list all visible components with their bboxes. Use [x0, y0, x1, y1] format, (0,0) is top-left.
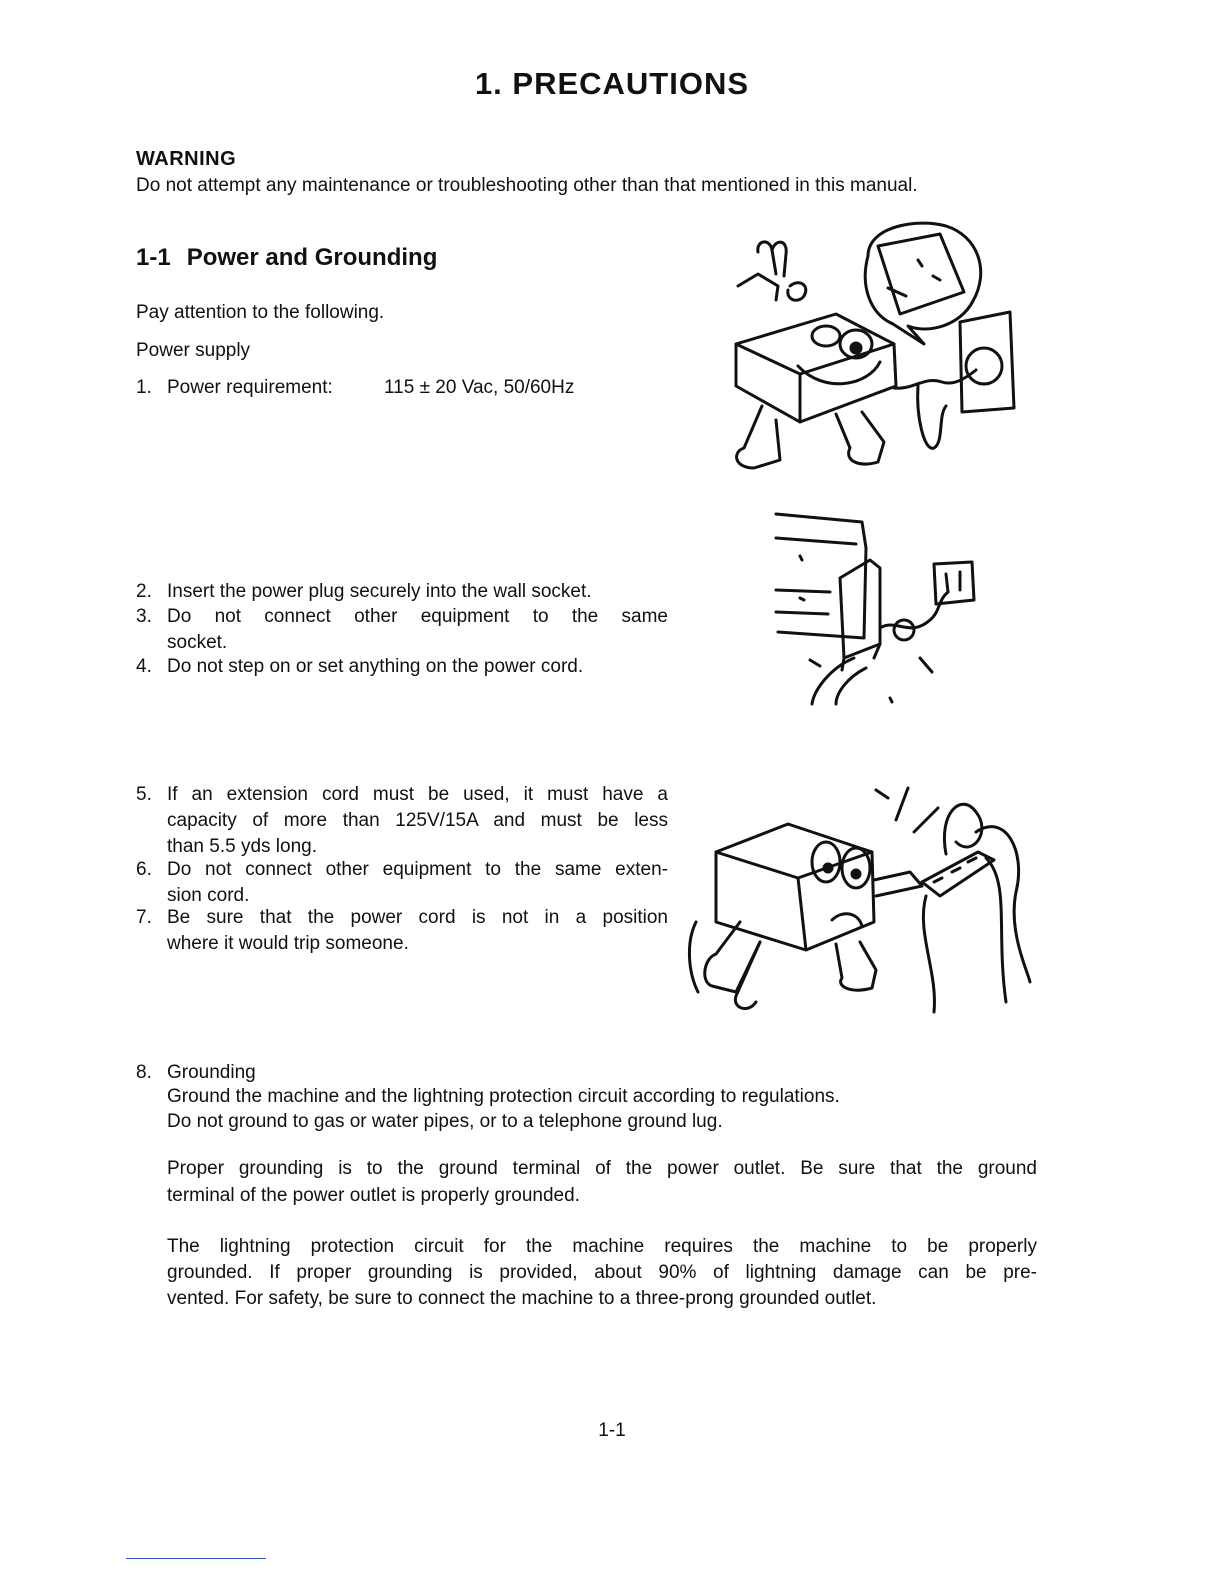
item-text-line: If an extension cord must be used, it must have a — [167, 784, 668, 805]
list-item-4 — [136, 654, 676, 680]
item-number: 8. — [136, 1062, 152, 1083]
grounding-heading: Grounding — [167, 1062, 256, 1083]
grounding-text-line: vented. For safety, be sure to connect the machine to a three-prong grounded outlet. — [167, 1288, 877, 1309]
happy-machine-plugged-in-illustration — [728, 216, 1018, 482]
list-item-5 — [136, 782, 676, 860]
list-item-8 — [136, 1060, 1056, 1310]
grounding-text-line: Proper grounding is to the ground terminal of the power outlet. Be sure that the ground — [167, 1158, 1037, 1179]
list-item-1 — [136, 375, 656, 401]
item-text-line: sion cord. — [167, 885, 250, 906]
item-text-line: Do not connect other equipment to the same — [167, 606, 668, 627]
list-item-2 — [136, 579, 676, 605]
list-item-6 — [136, 857, 676, 909]
grounding-text-line: grounded. If proper grounding is provided, about 90% of lightning damage can be pre- — [167, 1262, 1037, 1283]
power-requirement-label: Power requirement: — [167, 377, 333, 398]
item-number: 4. — [136, 656, 152, 677]
item-text-line: where it would trip someone. — [167, 933, 409, 954]
list-item-7 — [136, 905, 676, 957]
item-number: 2. — [136, 581, 152, 602]
item-text-line: Be sure that the power cord is not in a position — [167, 907, 668, 928]
section-heading — [136, 244, 437, 272]
item-number: 3. — [136, 606, 152, 627]
list-item-3 — [136, 604, 676, 656]
grounding-text-line: Ground the machine and the lightning protection circuit according to regulations. — [167, 1086, 840, 1107]
item-number: 6. — [136, 859, 152, 880]
page-number: 1-1 — [598, 1420, 626, 1441]
grounding-text-line: Do not ground to gas or water pipes, or to a telephone ground lug. — [167, 1111, 723, 1132]
item-text-line: than 5.5 yds long. — [167, 836, 317, 857]
item-text-line: Do not connect other equipment to the same exten- — [167, 859, 668, 880]
power-requirement-value: 115 ± 20 Vac, 50/60Hz — [384, 377, 575, 398]
warning-heading: WARNING — [136, 148, 237, 170]
footer-divider — [126, 1558, 266, 1559]
grounding-text-line: terminal of the power outlet is properly grounded. — [167, 1185, 580, 1206]
plug-in-wall-socket-illustration — [770, 508, 980, 708]
page-title: 1. PRECAUTIONS — [474, 66, 750, 101]
worried-machine-extension-cord-illustration — [676, 772, 1036, 1022]
grounding-text-line: The lightning protection circuit for the machine requires the machine to be properly — [167, 1236, 1037, 1257]
section-title: Power and Grounding — [186, 244, 438, 271]
item-text: Do not step on or set anything on the power cord. — [167, 656, 584, 677]
section-number: 1-1 — [136, 244, 171, 271]
item-number: 7. — [136, 907, 152, 928]
power-supply-subhead: Power supply — [136, 340, 251, 361]
item-number: 5. — [136, 784, 152, 805]
item-number: 1. — [136, 377, 152, 398]
warning-text: Do not attempt any maintenance or troubleshooting other than that mentioned in this manual. — [136, 175, 918, 196]
item-text-line: capacity of more than 125V/15A and must be less — [167, 810, 668, 831]
intro-text: Pay attention to the following. — [136, 302, 385, 323]
item-text: Insert the power plug securely into the wall socket. — [167, 581, 592, 602]
item-text-line: socket. — [167, 632, 228, 653]
